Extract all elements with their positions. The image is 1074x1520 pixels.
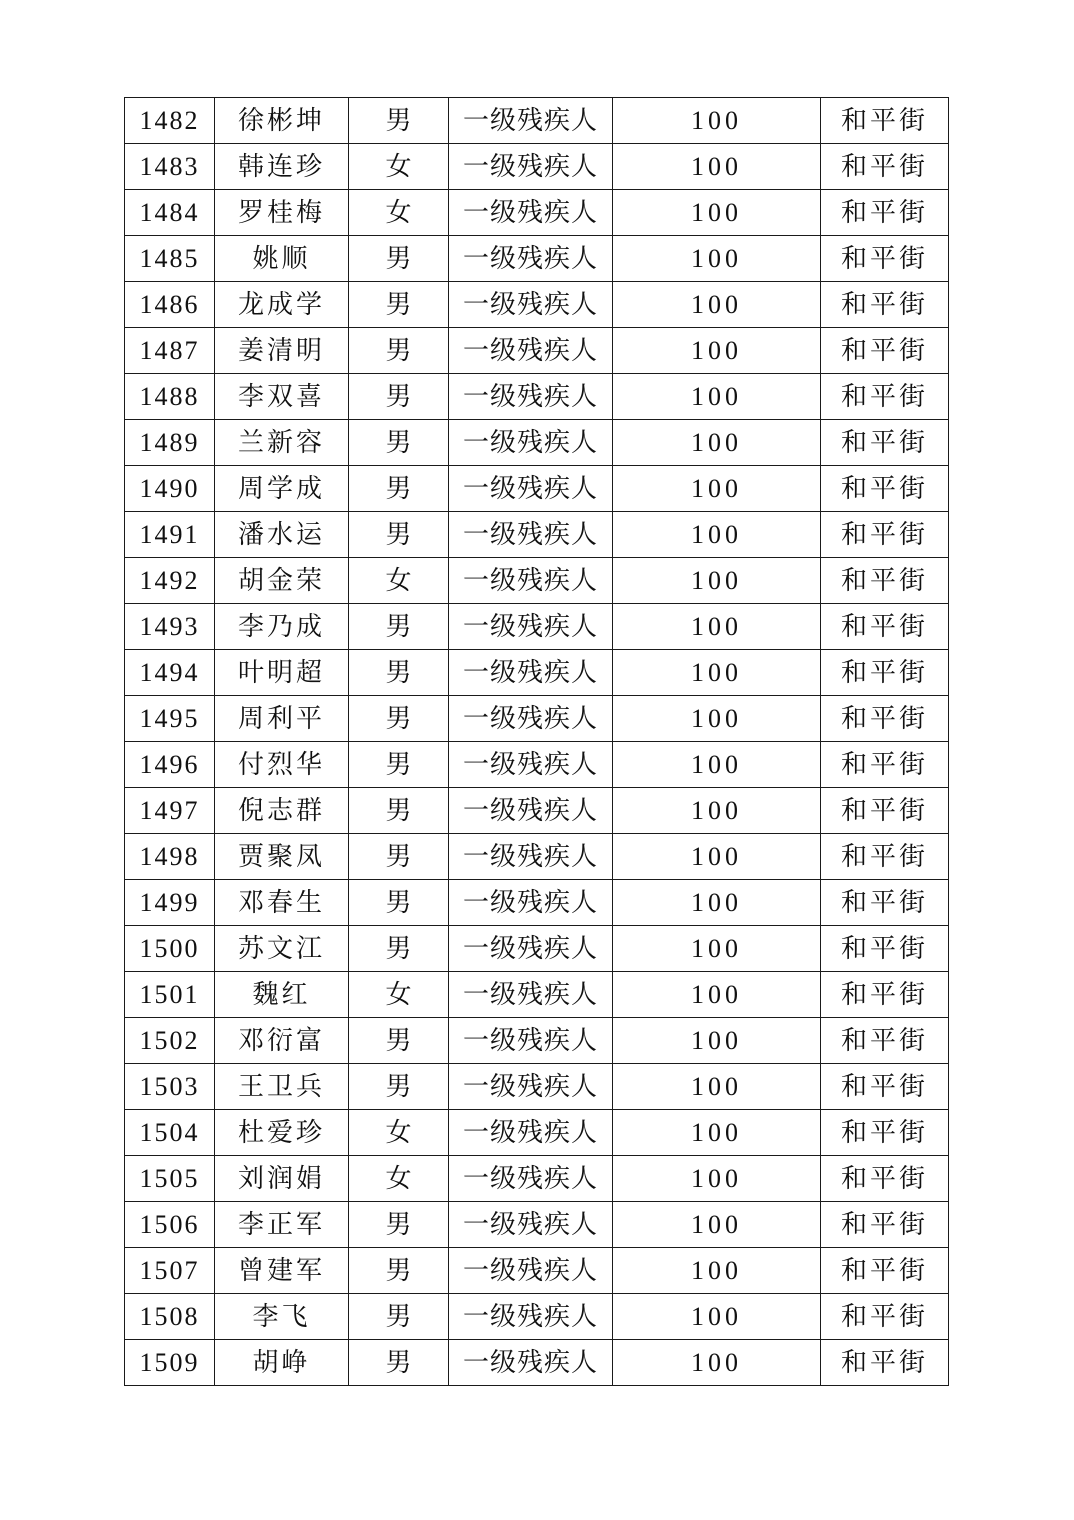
cell-gender: 女 bbox=[349, 1156, 449, 1202]
cell-number: 1487 bbox=[125, 328, 215, 374]
cell-amount: 100 bbox=[613, 1156, 821, 1202]
cell-name: 周利平 bbox=[215, 696, 349, 742]
cell-name: 邓春生 bbox=[215, 880, 349, 926]
cell-gender: 女 bbox=[349, 144, 449, 190]
cell-name: 兰新容 bbox=[215, 420, 349, 466]
table-row bbox=[125, 742, 949, 788]
cell-number: 1485 bbox=[125, 236, 215, 282]
cell-area: 和平街 bbox=[821, 190, 949, 236]
cell-amount: 100 bbox=[613, 604, 821, 650]
cell-name: 杜爱珍 bbox=[215, 1110, 349, 1156]
cell-number: 1488 bbox=[125, 374, 215, 420]
table-row bbox=[125, 558, 949, 604]
cell-name: 胡金荣 bbox=[215, 558, 349, 604]
cell-gender: 男 bbox=[349, 420, 449, 466]
cell-area: 和平街 bbox=[821, 834, 949, 880]
cell-disability-level: 一级残疾人 bbox=[449, 696, 613, 742]
table-row bbox=[125, 98, 949, 144]
cell-area: 和平街 bbox=[821, 236, 949, 282]
cell-amount: 100 bbox=[613, 558, 821, 604]
cell-area: 和平街 bbox=[821, 420, 949, 466]
cell-gender: 男 bbox=[349, 696, 449, 742]
table-row bbox=[125, 604, 949, 650]
cell-number: 1499 bbox=[125, 880, 215, 926]
cell-number: 1504 bbox=[125, 1110, 215, 1156]
cell-name: 曾建军 bbox=[215, 1248, 349, 1294]
cell-area: 和平街 bbox=[821, 788, 949, 834]
table-row bbox=[125, 420, 949, 466]
cell-number: 1502 bbox=[125, 1018, 215, 1064]
cell-area: 和平街 bbox=[821, 972, 949, 1018]
table-row bbox=[125, 236, 949, 282]
cell-gender: 男 bbox=[349, 834, 449, 880]
cell-number: 1492 bbox=[125, 558, 215, 604]
cell-amount: 100 bbox=[613, 788, 821, 834]
cell-area: 和平街 bbox=[821, 742, 949, 788]
cell-amount: 100 bbox=[613, 98, 821, 144]
cell-number: 1497 bbox=[125, 788, 215, 834]
cell-amount: 100 bbox=[613, 1018, 821, 1064]
cell-number: 1508 bbox=[125, 1294, 215, 1340]
cell-name: 罗桂梅 bbox=[215, 190, 349, 236]
cell-name: 付烈华 bbox=[215, 742, 349, 788]
cell-area: 和平街 bbox=[821, 466, 949, 512]
cell-disability-level: 一级残疾人 bbox=[449, 328, 613, 374]
cell-disability-level: 一级残疾人 bbox=[449, 1156, 613, 1202]
cell-name: 邓衍富 bbox=[215, 1018, 349, 1064]
cell-amount: 100 bbox=[613, 328, 821, 374]
table-row bbox=[125, 1064, 949, 1110]
cell-area: 和平街 bbox=[821, 512, 949, 558]
cell-number: 1500 bbox=[125, 926, 215, 972]
cell-name: 姜清明 bbox=[215, 328, 349, 374]
roster-table-body bbox=[125, 98, 949, 1386]
cell-amount: 100 bbox=[613, 236, 821, 282]
cell-number: 1498 bbox=[125, 834, 215, 880]
cell-gender: 女 bbox=[349, 1110, 449, 1156]
cell-number: 1509 bbox=[125, 1340, 215, 1386]
cell-name: 李正军 bbox=[215, 1202, 349, 1248]
cell-gender: 男 bbox=[349, 880, 449, 926]
cell-area: 和平街 bbox=[821, 1018, 949, 1064]
cell-amount: 100 bbox=[613, 512, 821, 558]
cell-disability-level: 一级残疾人 bbox=[449, 98, 613, 144]
cell-gender: 女 bbox=[349, 558, 449, 604]
cell-area: 和平街 bbox=[821, 144, 949, 190]
cell-amount: 100 bbox=[613, 466, 821, 512]
cell-amount: 100 bbox=[613, 282, 821, 328]
table-row bbox=[125, 328, 949, 374]
cell-number: 1490 bbox=[125, 466, 215, 512]
cell-amount: 100 bbox=[613, 1248, 821, 1294]
cell-area: 和平街 bbox=[821, 880, 949, 926]
cell-disability-level: 一级残疾人 bbox=[449, 466, 613, 512]
cell-area: 和平街 bbox=[821, 374, 949, 420]
cell-amount: 100 bbox=[613, 650, 821, 696]
cell-amount: 100 bbox=[613, 190, 821, 236]
cell-disability-level: 一级残疾人 bbox=[449, 1064, 613, 1110]
cell-disability-level: 一级残疾人 bbox=[449, 1294, 613, 1340]
table-row bbox=[125, 880, 949, 926]
cell-area: 和平街 bbox=[821, 1294, 949, 1340]
cell-gender: 男 bbox=[349, 926, 449, 972]
cell-name: 王卫兵 bbox=[215, 1064, 349, 1110]
table-row bbox=[125, 190, 949, 236]
table-row bbox=[125, 282, 949, 328]
cell-name: 徐彬坤 bbox=[215, 98, 349, 144]
cell-area: 和平街 bbox=[821, 926, 949, 972]
cell-gender: 男 bbox=[349, 1018, 449, 1064]
cell-name: 魏红 bbox=[215, 972, 349, 1018]
cell-number: 1501 bbox=[125, 972, 215, 1018]
cell-gender: 男 bbox=[349, 466, 449, 512]
cell-gender: 男 bbox=[349, 236, 449, 282]
cell-disability-level: 一级残疾人 bbox=[449, 236, 613, 282]
table-row bbox=[125, 1018, 949, 1064]
cell-number: 1507 bbox=[125, 1248, 215, 1294]
cell-name: 叶明超 bbox=[215, 650, 349, 696]
table-row bbox=[125, 788, 949, 834]
cell-area: 和平街 bbox=[821, 98, 949, 144]
cell-disability-level: 一级残疾人 bbox=[449, 144, 613, 190]
cell-disability-level: 一级残疾人 bbox=[449, 1248, 613, 1294]
table-row bbox=[125, 834, 949, 880]
cell-area: 和平街 bbox=[821, 1064, 949, 1110]
cell-disability-level: 一级残疾人 bbox=[449, 604, 613, 650]
table-row bbox=[125, 1156, 949, 1202]
cell-disability-level: 一级残疾人 bbox=[449, 512, 613, 558]
cell-number: 1506 bbox=[125, 1202, 215, 1248]
cell-disability-level: 一级残疾人 bbox=[449, 788, 613, 834]
cell-gender: 男 bbox=[349, 1064, 449, 1110]
cell-area: 和平街 bbox=[821, 328, 949, 374]
cell-name: 刘润娟 bbox=[215, 1156, 349, 1202]
cell-gender: 男 bbox=[349, 328, 449, 374]
cell-gender: 女 bbox=[349, 190, 449, 236]
cell-gender: 男 bbox=[349, 1294, 449, 1340]
cell-gender: 男 bbox=[349, 742, 449, 788]
cell-gender: 男 bbox=[349, 512, 449, 558]
cell-amount: 100 bbox=[613, 1064, 821, 1110]
cell-number: 1483 bbox=[125, 144, 215, 190]
cell-name: 李乃成 bbox=[215, 604, 349, 650]
cell-area: 和平街 bbox=[821, 558, 949, 604]
table-row bbox=[125, 926, 949, 972]
cell-gender: 男 bbox=[349, 98, 449, 144]
cell-area: 和平街 bbox=[821, 1248, 949, 1294]
cell-area: 和平街 bbox=[821, 696, 949, 742]
cell-amount: 100 bbox=[613, 880, 821, 926]
cell-area: 和平街 bbox=[821, 282, 949, 328]
table-row bbox=[125, 696, 949, 742]
table-row bbox=[125, 1110, 949, 1156]
cell-number: 1505 bbox=[125, 1156, 215, 1202]
cell-area: 和平街 bbox=[821, 1340, 949, 1386]
cell-gender: 男 bbox=[349, 604, 449, 650]
cell-amount: 100 bbox=[613, 834, 821, 880]
table-row bbox=[125, 512, 949, 558]
cell-name: 潘水运 bbox=[215, 512, 349, 558]
cell-amount: 100 bbox=[613, 1110, 821, 1156]
cell-amount: 100 bbox=[613, 420, 821, 466]
cell-amount: 100 bbox=[613, 144, 821, 190]
cell-amount: 100 bbox=[613, 1202, 821, 1248]
cell-gender: 女 bbox=[349, 972, 449, 1018]
cell-name: 李飞 bbox=[215, 1294, 349, 1340]
cell-name: 苏文江 bbox=[215, 926, 349, 972]
cell-disability-level: 一级残疾人 bbox=[449, 880, 613, 926]
cell-number: 1486 bbox=[125, 282, 215, 328]
cell-disability-level: 一级残疾人 bbox=[449, 558, 613, 604]
cell-name: 胡峥 bbox=[215, 1340, 349, 1386]
cell-amount: 100 bbox=[613, 1340, 821, 1386]
cell-area: 和平街 bbox=[821, 650, 949, 696]
cell-disability-level: 一级残疾人 bbox=[449, 282, 613, 328]
roster-table bbox=[124, 97, 949, 1386]
cell-gender: 男 bbox=[349, 788, 449, 834]
cell-disability-level: 一级残疾人 bbox=[449, 1202, 613, 1248]
cell-disability-level: 一级残疾人 bbox=[449, 926, 613, 972]
cell-number: 1482 bbox=[125, 98, 215, 144]
cell-disability-level: 一级残疾人 bbox=[449, 420, 613, 466]
cell-gender: 男 bbox=[349, 1340, 449, 1386]
cell-amount: 100 bbox=[613, 742, 821, 788]
cell-area: 和平街 bbox=[821, 1202, 949, 1248]
cell-disability-level: 一级残疾人 bbox=[449, 1110, 613, 1156]
cell-name: 李双喜 bbox=[215, 374, 349, 420]
cell-name: 姚顺 bbox=[215, 236, 349, 282]
table-row bbox=[125, 1248, 949, 1294]
cell-disability-level: 一级残疾人 bbox=[449, 650, 613, 696]
cell-number: 1493 bbox=[125, 604, 215, 650]
cell-gender: 男 bbox=[349, 282, 449, 328]
cell-disability-level: 一级残疾人 bbox=[449, 742, 613, 788]
cell-disability-level: 一级残疾人 bbox=[449, 1340, 613, 1386]
cell-number: 1495 bbox=[125, 696, 215, 742]
cell-amount: 100 bbox=[613, 926, 821, 972]
table-row bbox=[125, 1202, 949, 1248]
table-row bbox=[125, 1340, 949, 1386]
cell-disability-level: 一级残疾人 bbox=[449, 374, 613, 420]
cell-number: 1491 bbox=[125, 512, 215, 558]
cell-number: 1503 bbox=[125, 1064, 215, 1110]
table-row bbox=[125, 374, 949, 420]
cell-name: 倪志群 bbox=[215, 788, 349, 834]
cell-name: 周学成 bbox=[215, 466, 349, 512]
cell-gender: 男 bbox=[349, 1202, 449, 1248]
cell-disability-level: 一级残疾人 bbox=[449, 972, 613, 1018]
cell-name: 龙成学 bbox=[215, 282, 349, 328]
table-row bbox=[125, 466, 949, 512]
cell-name: 贾聚凤 bbox=[215, 834, 349, 880]
cell-number: 1484 bbox=[125, 190, 215, 236]
table-row bbox=[125, 972, 949, 1018]
cell-number: 1496 bbox=[125, 742, 215, 788]
cell-disability-level: 一级残疾人 bbox=[449, 190, 613, 236]
cell-gender: 男 bbox=[349, 1248, 449, 1294]
cell-gender: 男 bbox=[349, 650, 449, 696]
cell-amount: 100 bbox=[613, 374, 821, 420]
cell-area: 和平街 bbox=[821, 604, 949, 650]
cell-name: 韩连珍 bbox=[215, 144, 349, 190]
table-row bbox=[125, 650, 949, 696]
cell-gender: 男 bbox=[349, 374, 449, 420]
cell-number: 1494 bbox=[125, 650, 215, 696]
cell-number: 1489 bbox=[125, 420, 215, 466]
table-row bbox=[125, 1294, 949, 1340]
table-row bbox=[125, 144, 949, 190]
cell-disability-level: 一级残疾人 bbox=[449, 1018, 613, 1064]
cell-amount: 100 bbox=[613, 696, 821, 742]
cell-amount: 100 bbox=[613, 1294, 821, 1340]
cell-area: 和平街 bbox=[821, 1110, 949, 1156]
cell-area: 和平街 bbox=[821, 1156, 949, 1202]
cell-amount: 100 bbox=[613, 972, 821, 1018]
cell-disability-level: 一级残疾人 bbox=[449, 834, 613, 880]
